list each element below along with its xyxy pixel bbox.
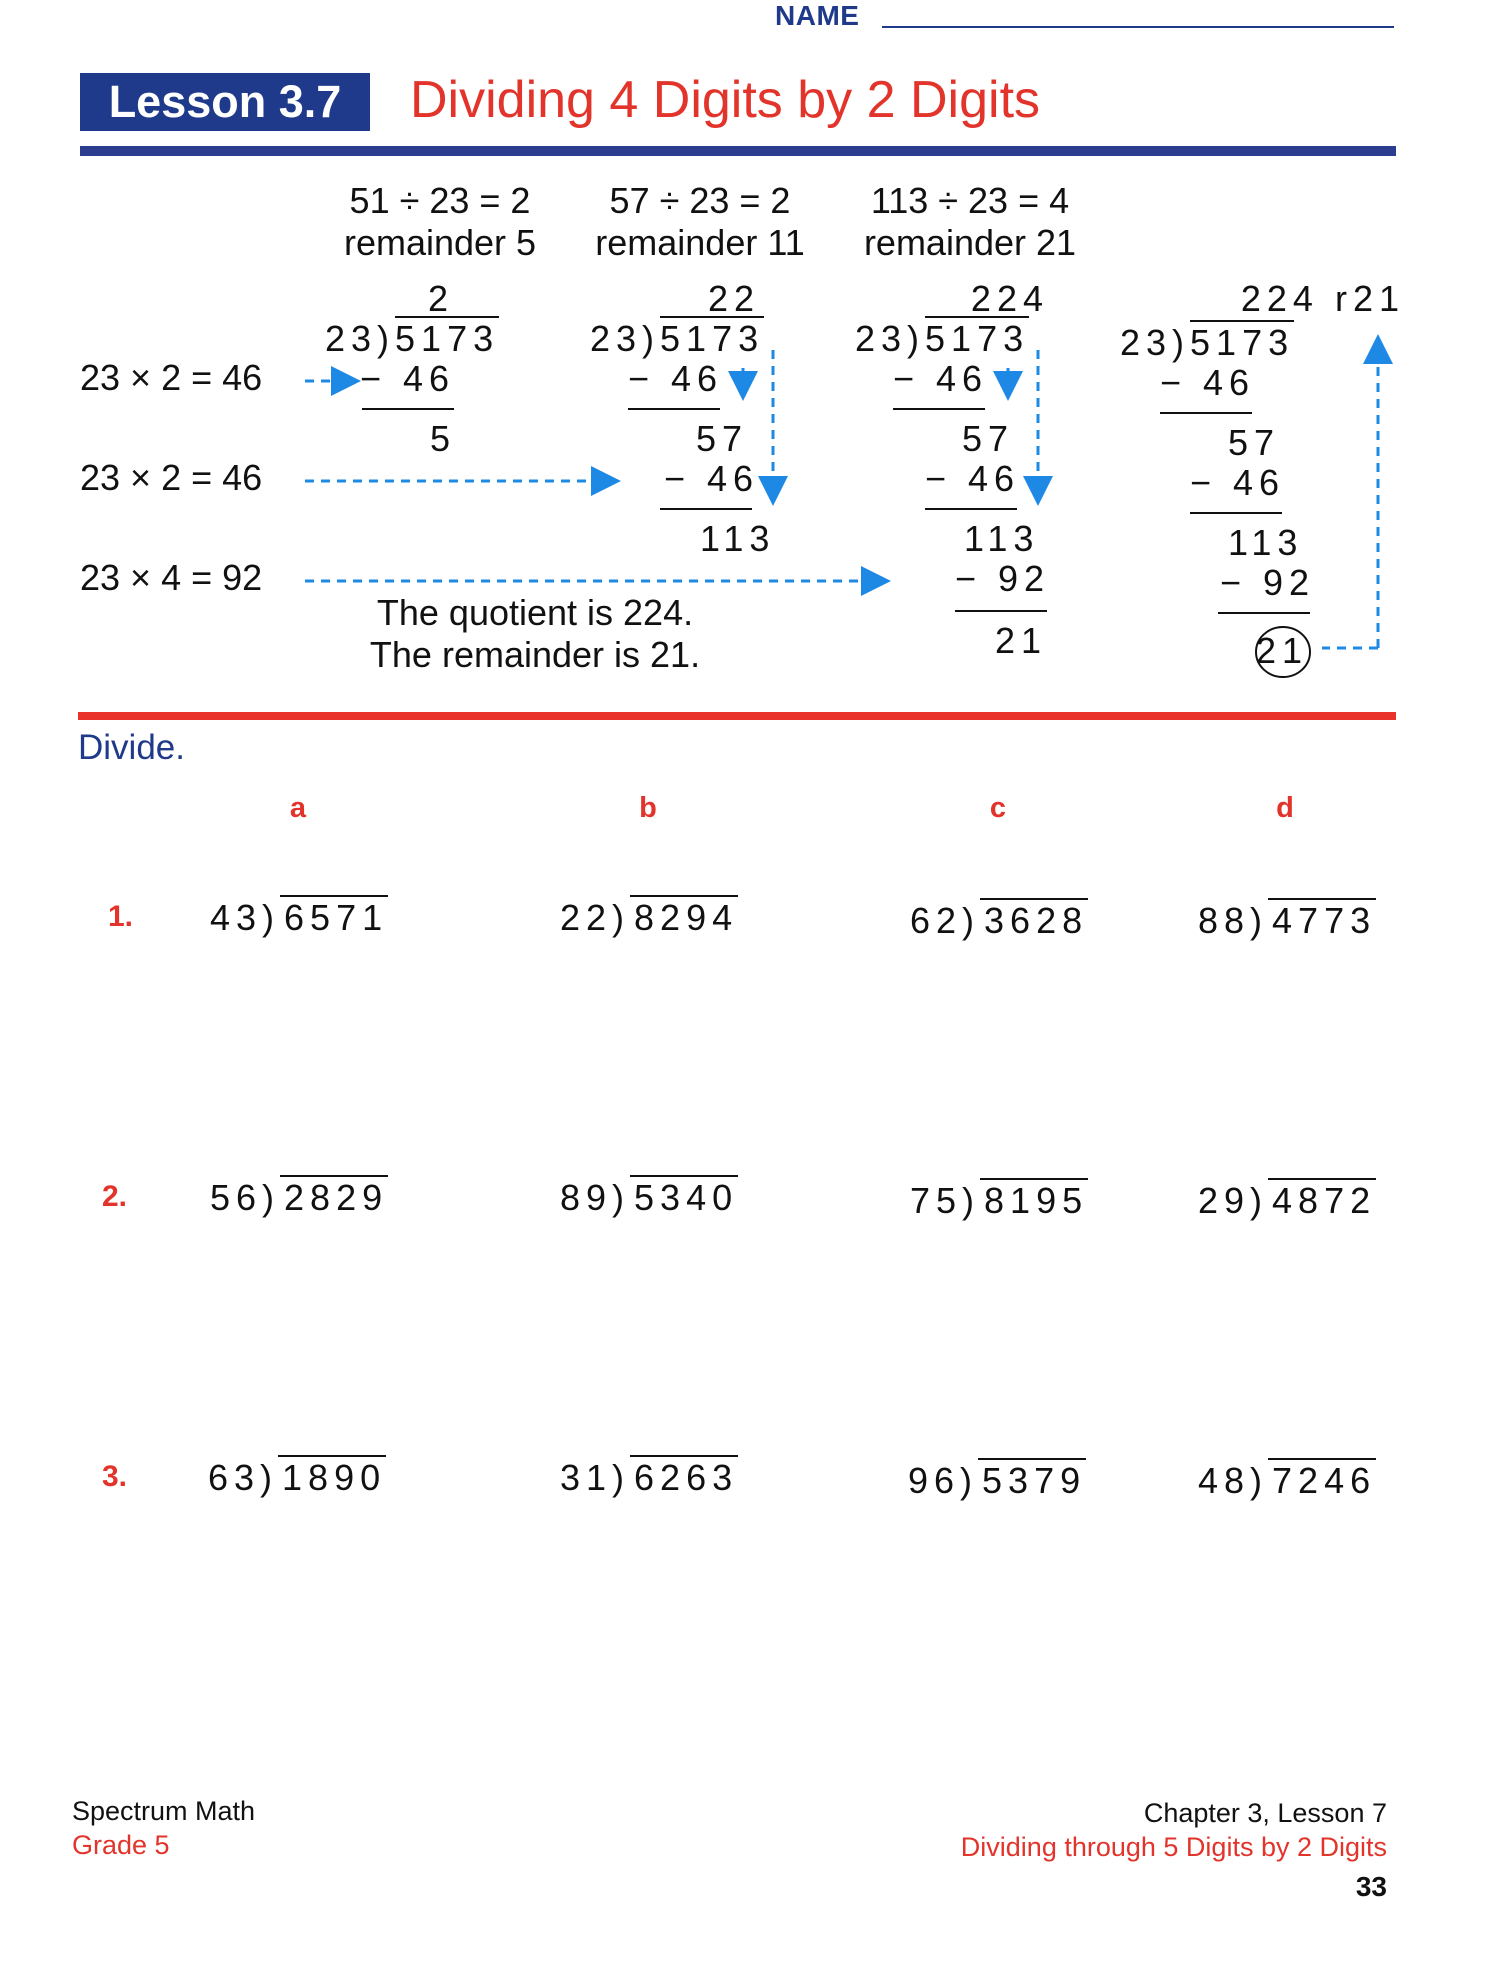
problem-1d [1198,900,1376,942]
instruction-label: Divide. [78,728,185,767]
divisor: 22) [560,897,631,938]
example-step-1-equation: 51 ÷ 23 = 2 [349,180,531,221]
divisor: 23) [590,318,661,359]
divisor: 56) [210,1177,281,1218]
dividend: 6571 [280,895,388,938]
quotient-stage-1: 2 [427,278,454,319]
quotient-note: The quotient is 224. [376,592,694,633]
problem-1b [560,897,738,939]
name-label: NAME [775,0,860,31]
divisor: 89) [560,1177,631,1218]
divisor: 75) [910,1180,981,1221]
page-title: Dividing 4 Digits by 2 Digits [410,71,1041,129]
divisor: 29) [1198,1180,1269,1221]
column-b-label: b [639,792,657,824]
multiplication-3: 23 × 4 = 92 [80,557,263,598]
problem-2d [1198,1180,1376,1222]
multiplication-1: 23 × 2 = 46 [80,357,263,398]
dividend: 3628 [980,898,1088,941]
column-d-label: d [1276,792,1294,824]
bringdown-stage-3a: 57 [962,418,1015,459]
subtract-stage-3b: − 46 [925,458,1021,499]
dividend: 8294 [630,895,738,938]
quotient-final: 224 r21 [1240,278,1405,319]
multiplication-2: 23 × 2 = 46 [80,457,263,498]
footer-publisher: Spectrum Math [72,1796,256,1826]
problem-2c [910,1180,1088,1222]
row-2-number: 2. [102,1180,128,1213]
problem-3d [1198,1460,1376,1502]
divisor: 62) [910,900,981,941]
dividend: 4872 [1268,1178,1376,1221]
dividend: 7246 [1268,1458,1376,1501]
example-step-1-remainder: remainder 5 [343,222,537,263]
example-step-2-equation: 57 ÷ 23 = 2 [609,180,791,221]
bringdown-stage-4b: 113 [1228,522,1304,563]
dividend: 5173 [660,318,765,359]
row-1-number: 1. [108,900,134,933]
dividend: 4773 [1268,898,1376,941]
bringdown-stage-3b: 113 [964,518,1040,559]
divisor: 23) [325,318,396,359]
dividend: 6263 [630,1455,738,1498]
row-3-number: 3. [102,1460,128,1493]
divisor: 88) [1198,900,1269,941]
bringdown-stage-2: 57 [696,418,749,459]
subtract-stage-1: − 46 [360,358,456,399]
final-remainder-circled: 21 [1256,630,1309,671]
footer-chapter: Chapter 3, Lesson 7 [1143,1798,1387,1828]
subtract-stage-3a: − 46 [893,358,989,399]
problem-1a [210,897,388,939]
divisor: 48) [1198,1460,1269,1501]
divisor: 23) [1120,322,1191,363]
example-step-2-remainder: remainder 11 [595,222,805,263]
divisor: 96) [908,1460,979,1501]
example-step-3-remainder: remainder 21 [863,222,1077,263]
problem-3c [908,1460,1086,1502]
column-a-label: a [289,792,307,824]
subtract-stage-3c: − 92 [955,558,1051,599]
remainder-stage-1: 5 [430,418,451,459]
dividend: 1890 [278,1455,386,1498]
dividend: 5340 [630,1175,738,1218]
dividend: 5173 [395,318,500,359]
lesson-label: Lesson 3.7 [80,73,370,131]
subtract-stage-4c: − 92 [1220,562,1316,603]
footer-section: Dividing through 5 Digits by 2 Digits [960,1832,1387,1862]
divisor: 31) [560,1457,631,1498]
quotient-stage-3: 224 [970,278,1049,319]
dividend: 8195 [980,1178,1088,1221]
remainder-note: The remainder is 21. [369,634,701,675]
subtract-stage-2a: − 46 [628,358,724,399]
dividend: 5173 [1190,322,1295,363]
problem-3b [560,1457,738,1499]
page-number: 33 [1355,1871,1387,1902]
dividend: 2829 [280,1175,388,1218]
problem-2b [560,1177,738,1219]
dividend: 5173 [925,318,1030,359]
problem-3a [208,1457,386,1499]
column-c-label: c [989,792,1007,824]
subtract-stage-2b: − 46 [664,458,760,499]
dividend: 5379 [978,1458,1086,1501]
problem-1c [910,900,1088,942]
section-divider [78,712,1396,720]
example-step-3-equation: 113 ÷ 23 = 4 [870,180,1070,221]
problem-2a [210,1177,388,1219]
subtract-stage-4a: − 46 [1160,362,1256,403]
remainder-stage-3: 21 [995,620,1048,661]
divisor: 43) [210,897,281,938]
bringdown-stage-4a: 57 [1228,422,1281,463]
remainder-circle-icon [1256,627,1310,677]
quotient-stage-2: 22 [707,278,760,319]
subtract-stage-4b: − 46 [1190,462,1286,503]
remainder-stage-2: 113 [700,518,776,559]
divisor: 23) [855,318,926,359]
footer-grade: Grade 5 [72,1830,170,1860]
divisor: 63) [208,1457,279,1498]
